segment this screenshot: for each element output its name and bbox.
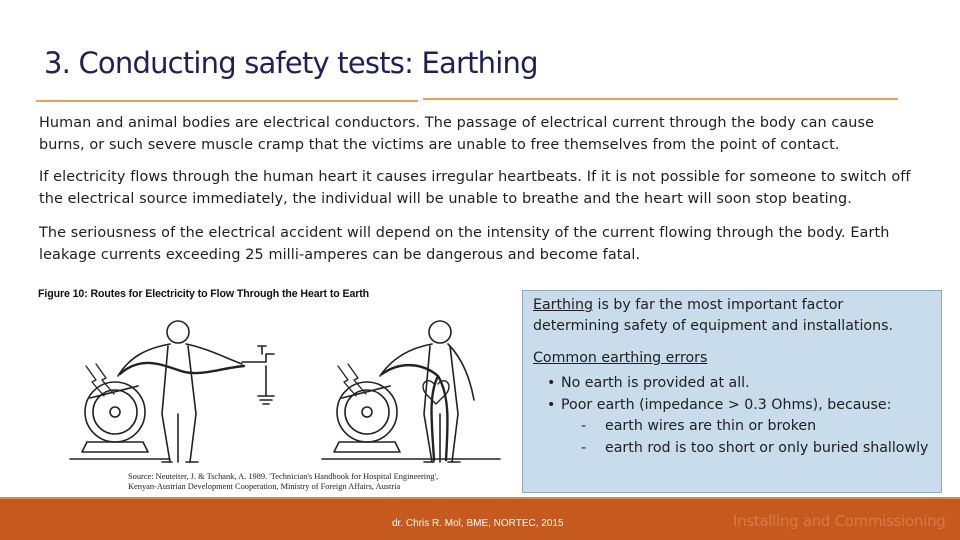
paragraph-heart: If electricity flows through the human heart it causes irregular heartbeats. If it is not possible for someone to switch off the electrical source immediately, the individual will be unable to breathe and the heart will soon stop beating. xyxy=(39,169,911,207)
list-item xyxy=(547,373,928,395)
earthing-figure xyxy=(30,284,508,499)
dash-icon: - xyxy=(581,439,587,456)
person-right-icon xyxy=(380,321,474,462)
paragraph-seriousness: The seriousness of the electrical accident will depend on the intensity of the current flowing through the body. Earth leakage currents exceeding 25 milli-amperes can be dangerous and become fatal. xyxy=(39,225,890,263)
title-underline-right xyxy=(423,98,898,100)
list-item xyxy=(547,395,928,417)
figure-source-line2: Kenyan-Austrian Development Cooperation, Ministry of Foreign Affairs, Austria xyxy=(128,482,401,491)
tap-icon xyxy=(242,346,274,404)
bullet-icon: • xyxy=(547,375,556,391)
list-item-text: Poor earth (impedance > 0.3 Ohms), because: xyxy=(561,396,892,413)
earthing-importance-text xyxy=(533,295,933,337)
dash-icon: - xyxy=(581,418,587,434)
current-path-left xyxy=(120,363,244,374)
earthing-info-box xyxy=(522,290,942,493)
electric-route-illustration xyxy=(30,304,508,474)
motor-left-icon xyxy=(70,382,170,459)
common-errors-heading: Common earthing errors xyxy=(533,350,708,366)
sub-list-item xyxy=(547,438,928,460)
common-errors-list xyxy=(547,373,928,459)
sub-list-item xyxy=(547,416,928,438)
sub-list-item-text: earth rod is too short or only buried shallowly xyxy=(605,439,929,456)
earthing-importance-rest: is by far the most important factor determining safety of equipment and installations. xyxy=(533,297,894,334)
title-underline-left xyxy=(36,100,418,102)
footer-author: dr. Chris R. Mol, BME, NORTEC, 2015 xyxy=(392,518,564,529)
footer-divider xyxy=(0,497,960,499)
bullet-icon: • xyxy=(547,396,556,413)
list-item-text: No earth is provided at all. xyxy=(561,375,750,391)
figure-caption: Figure 10: Routes for Electricity to Flow Through the Heart to Earth xyxy=(38,288,370,300)
sub-list-item-text: earth wires are thin or broken xyxy=(605,418,817,434)
current-path-right xyxy=(382,365,448,460)
earthing-term: Earthing xyxy=(533,297,593,313)
slide-title: 3. Conducting safety tests: Earthing xyxy=(44,46,538,80)
figure-source xyxy=(128,472,508,492)
paragraph-conductors: Human and animal bodies are electrical conductors. The passage of electrical current through the body can cause burns, or such severe muscle cramp that the victims are unable to free themselves from the point of contact. xyxy=(39,115,875,153)
footer-section-title: Installing and Commissioning xyxy=(733,512,946,530)
figure-source-line1: Source: Neuteiter, J. & Tschank, A. 1989. 'Technician's Handbook for Hospital Engineering', xyxy=(128,472,439,481)
